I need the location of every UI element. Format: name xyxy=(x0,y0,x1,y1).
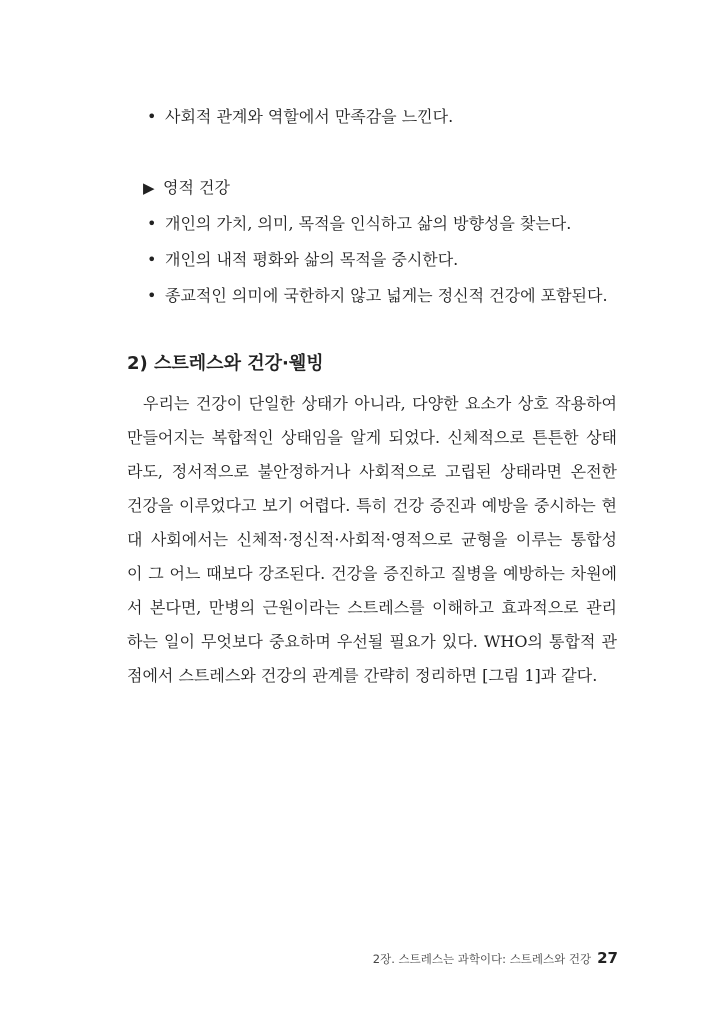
paragraph-line: 만들어지는 복합적인 상태임을 알게 되었다. 신체적으로 튼튼한 상태 xyxy=(127,428,617,447)
paragraph-line: 점에서 스트레스와 건강의 관계를 간략히 정리하면 [그림 1]과 같다. xyxy=(127,666,598,685)
running-head: 2장. 스트레스는 과학이다: 스트레스와 건강 xyxy=(372,952,592,966)
bullet-text: 개인의 내적 평화와 삶의 목적을 중시한다. xyxy=(165,250,459,269)
body-paragraph xyxy=(127,387,617,693)
bullet-dot: • xyxy=(147,107,157,126)
subheading-spiritual xyxy=(143,178,230,198)
page-number: 27 xyxy=(597,949,618,967)
paragraph-line: 이 그 어느 때보다 강조된다. 건강을 증진하고 질병을 예방하는 차원에 xyxy=(127,564,617,583)
bullet-dot: • xyxy=(147,250,157,269)
section-title: 2) 스트레스와 건강·웰빙 xyxy=(127,353,324,374)
paragraph-line: 서 본다면, 만병의 근원이라는 스트레스를 이해하고 효과적으로 관리 xyxy=(127,598,617,617)
paragraph-line: 라도, 정서적으로 불안정하거나 사회적으로 고립된 상태라면 온전한 xyxy=(127,462,617,481)
bullet-text: 사회적 관계와 역할에서 만족감을 느낀다. xyxy=(165,107,454,126)
page-footer xyxy=(373,948,618,969)
bullet-item xyxy=(147,214,571,234)
paragraph-line: 건강을 이루었다고 보기 어렵다. 특히 건강 증진과 예방을 중시하는 현 xyxy=(127,496,617,515)
paragraph-line: 하는 일이 무엇보다 중요하며 우선될 필요가 있다. WHO의 통합적 관 xyxy=(127,632,617,651)
paragraph-line: 우리는 건강이 단일한 상태가 아니라, 다양한 요소가 상호 작용하여 xyxy=(143,394,617,413)
bullet-text: 종교적인 의미에 국한하지 않고 넓게는 정신적 건강에 포함된다. xyxy=(165,286,608,305)
bullet-item xyxy=(147,107,453,127)
bullet-item xyxy=(147,286,608,306)
bullet-dot: • xyxy=(147,214,157,233)
triangle-marker-icon: ▶ xyxy=(143,179,155,197)
paragraph-line: 대 사회에서는 신체적·정신적·사회적·영적으로 균형을 이루는 통합성 xyxy=(127,530,617,549)
subheading-text: 영적 건강 xyxy=(163,178,230,197)
bullet-dot: • xyxy=(147,286,157,305)
bullet-item xyxy=(147,250,458,270)
bullet-text: 개인의 가치, 의미, 목적을 인식하고 삶의 방향성을 찾는다. xyxy=(165,214,572,233)
